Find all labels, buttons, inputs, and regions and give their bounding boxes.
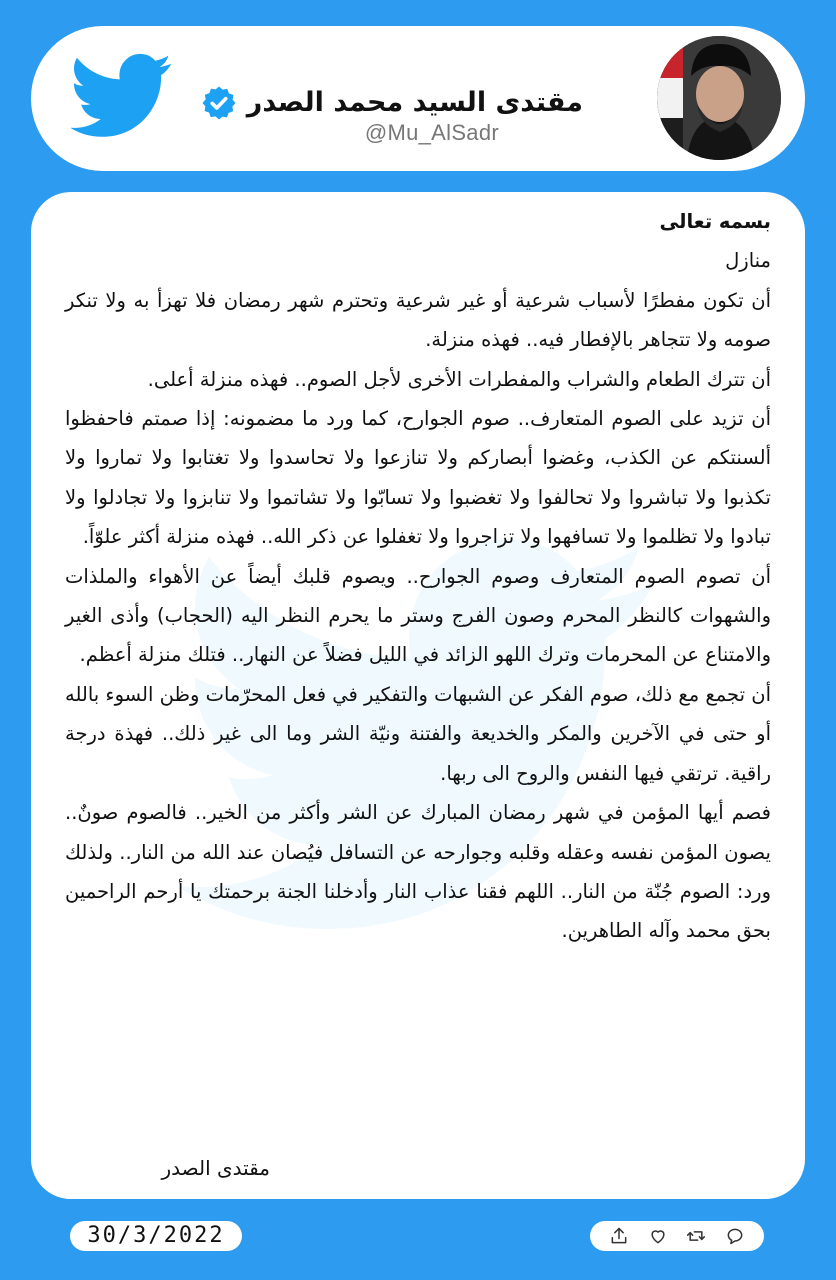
name-row — [201, 82, 583, 124]
tweet-actions — [590, 1221, 764, 1251]
avatar-photo — [657, 36, 781, 160]
tweet-paragraph: أن تترك الطعام والشراب والمفطرات الأخرى لأجل الصوم.. فهذه منزلة أعلى. — [147, 367, 771, 391]
retweet-icon — [686, 1226, 706, 1246]
avatar[interactable] — [657, 36, 781, 160]
tweet-heading: بسمه تعالى — [659, 210, 771, 233]
tweet-subheading: منازل — [725, 249, 771, 273]
like-icon — [648, 1226, 668, 1246]
tweet-paragraph: فصم أيها المؤمن في شهر رمضان المبارك عن الشر وأكثر من الخير.. فالصوم صونٌ.. يصون المؤمن نفسه وعقله وقلبه وجوارحه عن التسافل فيُصان عند الله من النار.. ولذلك ورد: الصوم جُنّة من النار.. اللهم فقنا عذاب النار وأدخلنا الجنة برحمتك يا أرحم الراحمين بحق محمد وآله الطاهرين. — [65, 801, 771, 943]
tweet-paragraph: أن تصوم الصوم المتعارف وصوم الجوارح.. ويصوم قلبك أيضاً عن الأهواء والملذات والشهوات كالنظر المحرم وصون الفرج وستر ما يحرم النظر اليه (الحجاب) وأذى الغير والامتناع عن المحرمات وترك اللهو الزائد في الليل فضلاً عن النهار.. فتلك منزلة أعظم. — [65, 564, 771, 667]
verified-badge-icon — [201, 85, 237, 121]
share-button[interactable] — [609, 1226, 629, 1246]
reply-button[interactable] — [725, 1226, 745, 1246]
retweet-button[interactable] — [686, 1226, 706, 1246]
tweet-paragraph: أن تكون مفطرًا لأسباب شرعية أو غير شرعية وتحترم شهر رمضان فلا تهزأ به ولا تنكر صومه ولا تتجاهر بالإفطار فيه.. فهذه منزلة. — [65, 288, 771, 352]
tweet-card — [31, 192, 805, 1199]
tweet-paragraph: أن تزيد على الصوم المتعارف.. صوم الجوارح، كما ورد ما مضمونه: إذا صمتم فاحفظوا ألسنتكم عن الكذب، وغضوا أبصاركم ولا تنازعوا ولا تحاسدوا ولا تغتابوا ولا تماروا ولا تكذبوا ولا تباشروا ولا تحالفوا ولا تغضبوا ولا تسابّوا ولا تشاتموا ولا تنابزوا ولا تجادلوا ولا تبادوا ولا تظلموا ولا تسافهوا ولا تزاجروا ولا تغفلوا عن ذكر الله.. فهذه منزلة أكثر علوّاً. — [65, 407, 771, 549]
tweet-paragraph: أن تجمع مع ذلك، صوم الفكر عن الشبهات والتفكير في فعل المحرّمات وظن السوء بالله أو حتى في الآخرين والمكر والخديعة والفتنة ونيّة الشر وما الى غير ذلك.. فهذة درجة راقية. ترتقي فيها النفس والروح الى ربها. — [65, 682, 771, 785]
like-button[interactable] — [648, 1226, 668, 1246]
display-name[interactable]: مقتدى السيد محمد الصدر — [246, 87, 583, 118]
reply-icon — [725, 1226, 745, 1246]
share-icon — [609, 1226, 629, 1246]
user-handle[interactable]: @Mu_AlSadr — [364, 120, 499, 145]
tweet-text — [65, 202, 771, 951]
profile-header-card — [31, 26, 805, 171]
tweet-signature: مقتدى الصدر — [161, 1156, 270, 1180]
tweet-date: 30/3/2022 — [70, 1221, 242, 1251]
twitter-bird-icon — [71, 53, 173, 139]
